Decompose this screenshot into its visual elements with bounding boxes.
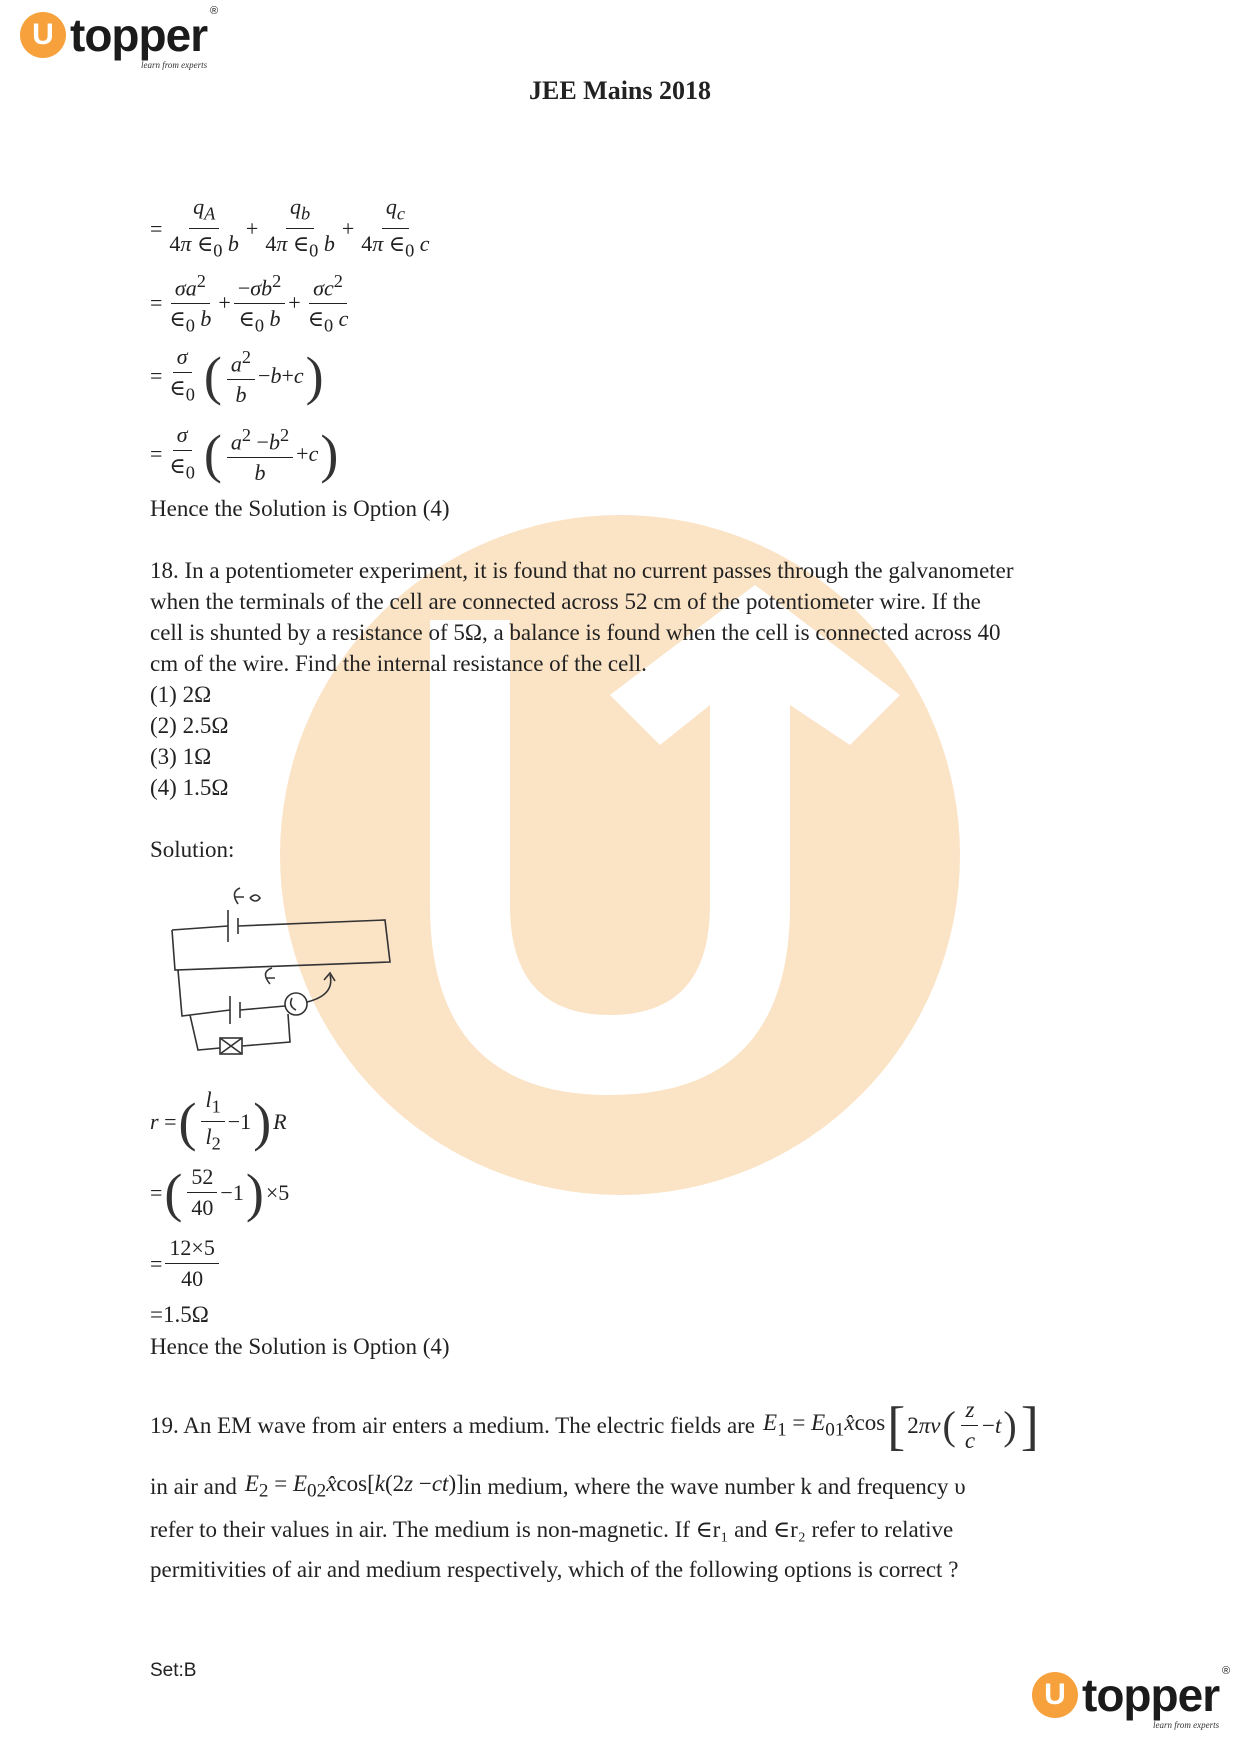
q18-option-1: (1) 2Ω — [150, 682, 212, 707]
q18-solution-label: Solution: — [150, 837, 235, 862]
q19-line-4: permitivities of air and medium respectively, which of the following options is correct ? — [150, 1557, 959, 1582]
logo-badge: U — [20, 12, 66, 58]
q18-option-3: (3) 1Ω — [150, 744, 212, 769]
set-label: Set:B — [150, 1660, 197, 1681]
q19-line-1-text: 19. An EM wave from air enters a medium. The electric fields are — [150, 1412, 756, 1438]
footer-logo-text: topper — [1082, 1669, 1220, 1721]
equation-line-2: = $\frac{\sigma a^2}{\in_0 b}$ + $\frac{-\sigma b^2}{\in_0 b}$ + $\frac{\sigma c^2}{\in_0 c}$ — [150, 266, 355, 341]
header-logo — [20, 5, 218, 70]
formula-r: r = ( $\frac{l_1}{l_2}$ −1 ) R — [150, 1087, 287, 1154]
q19-line-2-prefix: in air and — [150, 1473, 237, 1499]
q18-option-4: (4) 1.5Ω — [150, 775, 229, 800]
q19-line-2: in air and $E_2$ = $E_{02}x̂\cos[k(2z -ct)]$ in medium, where the wave number k and frequency υ — [150, 1471, 966, 1502]
footer-logo-registered-mark: ® — [1222, 1665, 1230, 1677]
formula-substitution: = ( $\frac{52}{40}$ −1 ) ×5 — [150, 1162, 290, 1223]
logo-tagline: learn from experts — [140, 60, 208, 70]
formula-fraction: = $\frac{12\times 5}{40}$ — [150, 1233, 222, 1294]
equation-line-4: = $\frac{\sigma}{\in_0}$ ( $\frac{a^2 -b^2}{b}$ +c ) — [150, 420, 340, 488]
q18-option-2: (2) 2.5Ω — [150, 713, 229, 738]
q18-line-4: cm of the wire. Find the internal resistance of the cell. — [150, 651, 647, 676]
q19-line-1: 19. An EM wave from air enters a medium. The electric fields are $E_1$ = $E_{01}x̂\cos$ [ 2πν ( $\frac{z}{c}$ −t ) ] — [150, 1395, 1039, 1456]
footer-logo — [1032, 1665, 1230, 1730]
q19-line-3: refer to their values in air. The medium is non-magnetic. If ∈r₁ and ∈r₂ refer to relative — [150, 1517, 954, 1542]
footer-logo-badge: U — [1032, 1672, 1078, 1718]
equation-line-3: = $\frac{\sigma}{\in_0}$ ( $\frac{a^2}{b}$ −b+c ) — [150, 342, 326, 410]
q18-conclusion: Hence the Solution is Option (4) — [150, 1334, 450, 1359]
q18-final-value: =1.5Ω — [150, 1302, 209, 1327]
logo-registered-mark: ® — [210, 5, 218, 17]
solution-17-conclusion: Hence the Solution is Option (4) — [150, 496, 450, 521]
page-title: JEE Mains 2018 — [528, 76, 712, 105]
circuit-diagram — [160, 870, 400, 1060]
q18-line-1: 18. In a potentiometer experiment, it is found that no current passes through the galvanometer — [150, 558, 1014, 583]
footer-logo-tagline: learn from experts — [1152, 1720, 1220, 1730]
equation-line-1: = $\frac{q_A}{4\pi \in_0 b}$ + $\frac{q_b}{4\pi \in_0 b}$ + $\frac{q_c}{4\pi \in_0 c}$ — [150, 194, 430, 261]
q18-line-3: cell is shunted by a resistance of 5Ω, a balance is found when the cell is connected across 40 — [150, 620, 1001, 645]
q18-line-2: when the terminals of the cell are connected across 52 cm of the potentiometer wire. If the — [150, 589, 981, 614]
logo-text: topper — [70, 9, 208, 61]
q19-line-2-suffix: in medium, where the wave number k and frequency υ — [463, 1473, 966, 1499]
